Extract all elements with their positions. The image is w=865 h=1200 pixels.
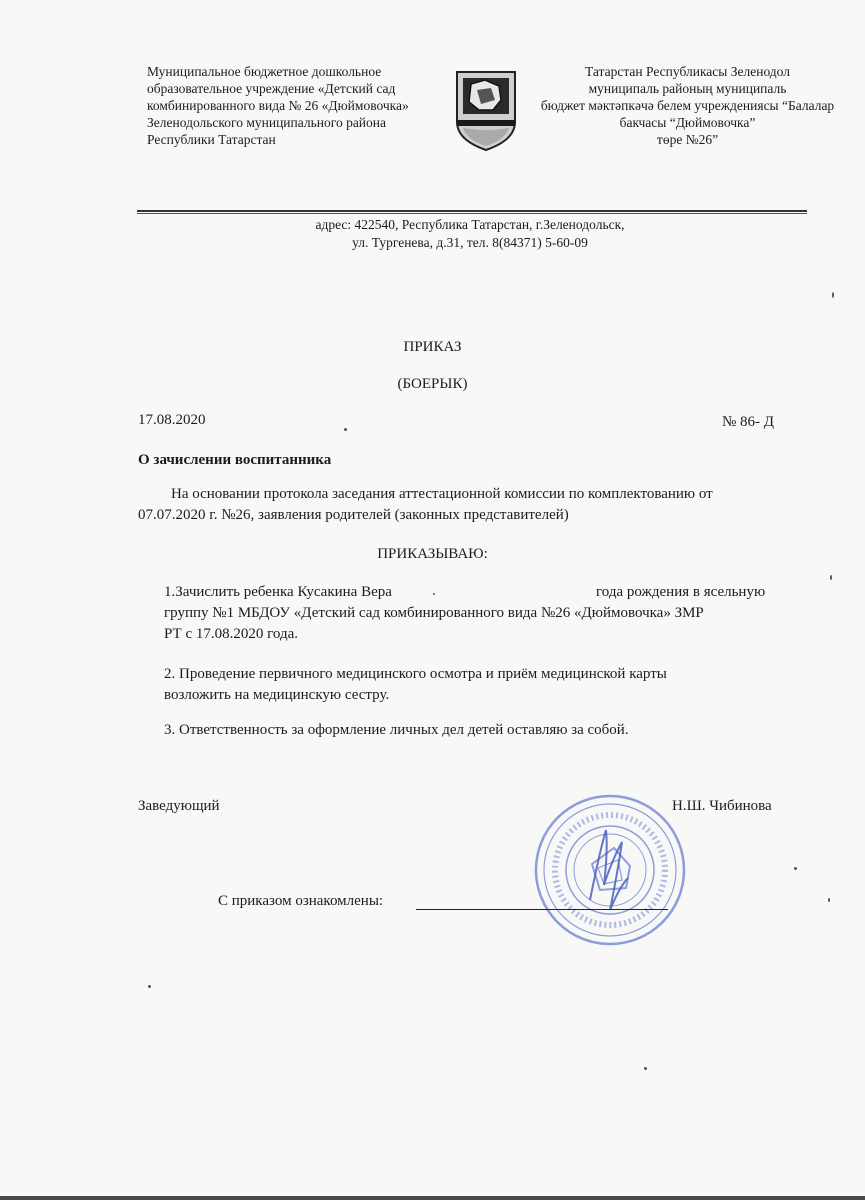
- item-1-end: года рождения в ясельную: [596, 584, 766, 600]
- item-2-line: возложить на медицинскую сестру.: [164, 687, 390, 703]
- org-line: Татарстан Республикасы Зеленодол: [585, 64, 790, 79]
- speck: [830, 575, 832, 580]
- item-3: 3. Ответственность за оформление личных дел детей оставляю за собой.: [164, 722, 629, 738]
- org-name-tatar: [515, 63, 860, 148]
- speck: [433, 593, 435, 595]
- item-1-line-3: РТ с 17.08.2020 года.: [164, 626, 298, 642]
- org-line: Зеленодольского муниципального района: [147, 115, 386, 130]
- speck: [644, 1067, 647, 1070]
- speck: [828, 898, 830, 902]
- org-line: образовательное учреждение «Детский сад: [147, 81, 396, 96]
- item-2: [164, 664, 667, 706]
- doc-title: ПРИКАЗ: [403, 339, 462, 355]
- basis-line: 07.07.2020 г. №26, заявления родителей (законных представителей): [138, 507, 569, 523]
- address-line: ул. Тургенева, д.31, тел. 8(84371) 5-60-09: [352, 235, 588, 250]
- speck: [344, 428, 347, 431]
- speck: [794, 867, 797, 870]
- org-line: Республики Татарстан: [147, 132, 276, 147]
- org-line: төре №26”: [656, 132, 719, 147]
- address-line: адрес: 422540, Республика Татарстан, г.Зеленодольск,: [315, 217, 625, 232]
- item-1-start: 1.Зачислить ребенка Кусакина Вера: [164, 584, 392, 600]
- org-line: бакчасы “Дюймовочка”: [619, 115, 756, 130]
- org-line: комбинированного вида № 26 «Дюймовочка»: [147, 98, 409, 113]
- address: [200, 216, 740, 252]
- speck: [148, 985, 151, 988]
- doc-date: 17.08.2020: [138, 412, 206, 428]
- order-word: ПРИКАЗЫВАЮ:: [377, 546, 488, 562]
- scan-bottom-edge: [0, 1196, 865, 1200]
- doc-number: № 86- Д: [722, 414, 775, 430]
- item-2-line: 2. Проведение первичного медицинского осмотра и приём медицинской карты: [164, 666, 667, 682]
- basis-paragraph: [138, 484, 808, 526]
- item-1-line-2: группу №1 МБДОУ «Детский сад комбинированного вида №26 «Дюймовочка» ЗМР: [164, 605, 704, 621]
- coat-of-arms-icon: [455, 70, 517, 152]
- speck: [832, 292, 834, 298]
- org-line: бюджет мәктәпкәчә белем учреждениясы “Балалар: [540, 98, 835, 113]
- org-line: Муниципальное бюджетное дошкольное: [147, 64, 382, 79]
- basis-line: На основании протокола заседания аттестационной комиссии по комплектованию от: [171, 486, 713, 502]
- signature-line: [416, 909, 668, 910]
- signer-name: Н.Ш. Чибинова: [672, 798, 772, 814]
- acquainted-label: С приказом ознакомлены:: [218, 893, 384, 909]
- signer-title: Заведующий: [138, 798, 220, 814]
- org-name-russian: [147, 63, 447, 148]
- doc-subtitle: (БОЕРЫК): [397, 376, 468, 392]
- official-stamp: [530, 790, 690, 950]
- org-line: муниципаль районың муниципаль: [588, 81, 787, 96]
- doc-subject: О зачислении воспитанника: [138, 452, 332, 468]
- header-divider: [137, 210, 807, 212]
- header-divider-thin: [137, 213, 807, 214]
